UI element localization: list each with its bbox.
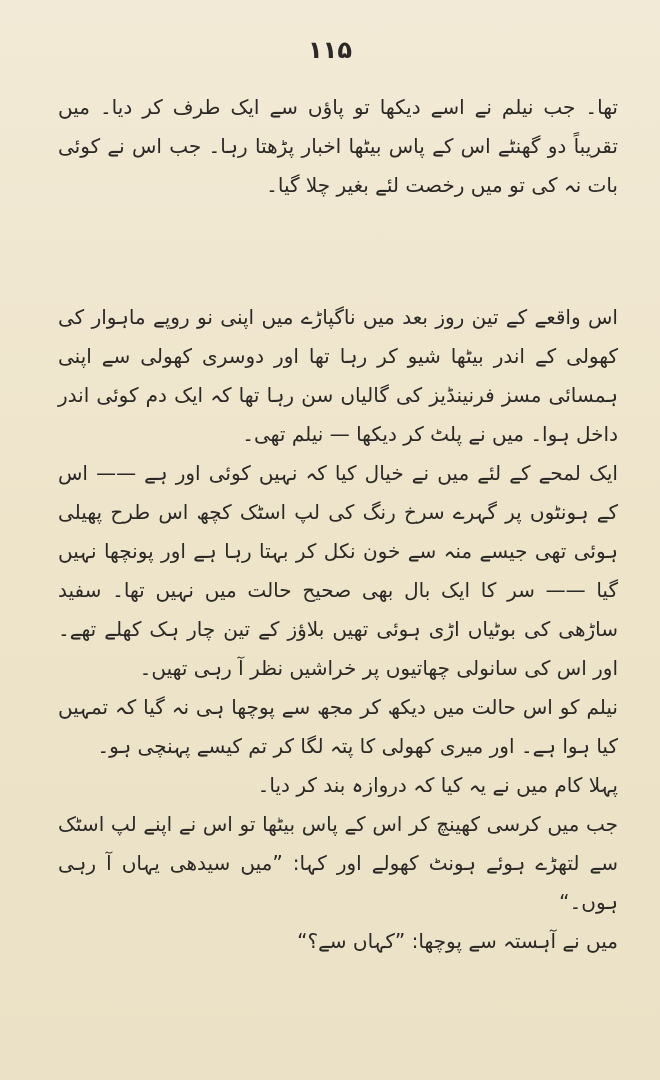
paragraph: اس واقعے کے تین روز بعد میں ناگپاڑے میں اپنی نو روپے ماہوار کی کھولی کے اندر بیٹھا شیو کر رہا تھا اور دوسری کھولی سے اپنی ہمسائی مسز فرنینڈیز کی گالیاں سن رہا تھا کہ ایک دم کوئی اندر داخل ہوا۔ میں نے پلٹ کر دیکھا — نیلم تھی۔ (58, 305, 618, 446)
paragraph: ایک لمحے کے لئے میں نے خیال کیا کہ نہیں کوئی اور ہے —— اس کے ہونٹوں پر گہرے سرخ رنگ کی لپ اسٹک کچھ اس طرح پھیلی ہوئی تھی جیسے منہ سے خون نکل کر بہتا رہا ہے اور پونچھا نہیں گیا —— سر کا ایک بال بھی صحیح حالت میں نہیں تھا۔ سفید ساڑھی کی بوٹیاں اڑی ہوئی تھیں بلاؤز کے تین چار ہک کھلے تھے۔ اور اس کی سانولی چھاتیوں پر خراشیں نظر آ رہی تھیں۔ (58, 461, 618, 680)
show-through-text (70, 230, 590, 251)
text-block-main (58, 298, 618, 961)
paragraph: جب میں کرسی کھینچ کر اس کے پاس بیٹھا تو اس نے اپنے لپ اسٹک سے لتھڑے ہوئے ہونٹ کھولے اور کہا: ”میں سیدھی یہاں آ رہی ہوں۔“ (58, 812, 618, 914)
paragraph: میں نے آہستہ سے پوچھا: ”کہاں سے؟“ (297, 929, 618, 953)
paragraph: نیلم کو اس حالت میں دیکھ کر مجھ سے پوچھا ہی نہ گیا کہ تمہیں کیا ہوا ہے۔ اور میری کھولی کا پتہ لگا کر تم کیسے پہنچی ہو۔ (58, 695, 618, 758)
paragraph: تھا۔ جب نیلم نے اسے دیکھا تو پاؤں سے ایک طرف کر دیا۔ میں تقریباً دو گھنٹے اس کے پاس بیٹھا اخبار پڑھتا رہا۔ جب اس نے کوئی بات نہ کی تو میں رخصت لئے بغیر چلا گیا۔ (58, 95, 618, 197)
paragraph: پہلا کام میں نے یہ کیا کہ دروازہ بند کر دیا۔ (257, 773, 618, 797)
page-number: ۱۱۵ (308, 36, 352, 64)
text-block-top (58, 88, 618, 205)
